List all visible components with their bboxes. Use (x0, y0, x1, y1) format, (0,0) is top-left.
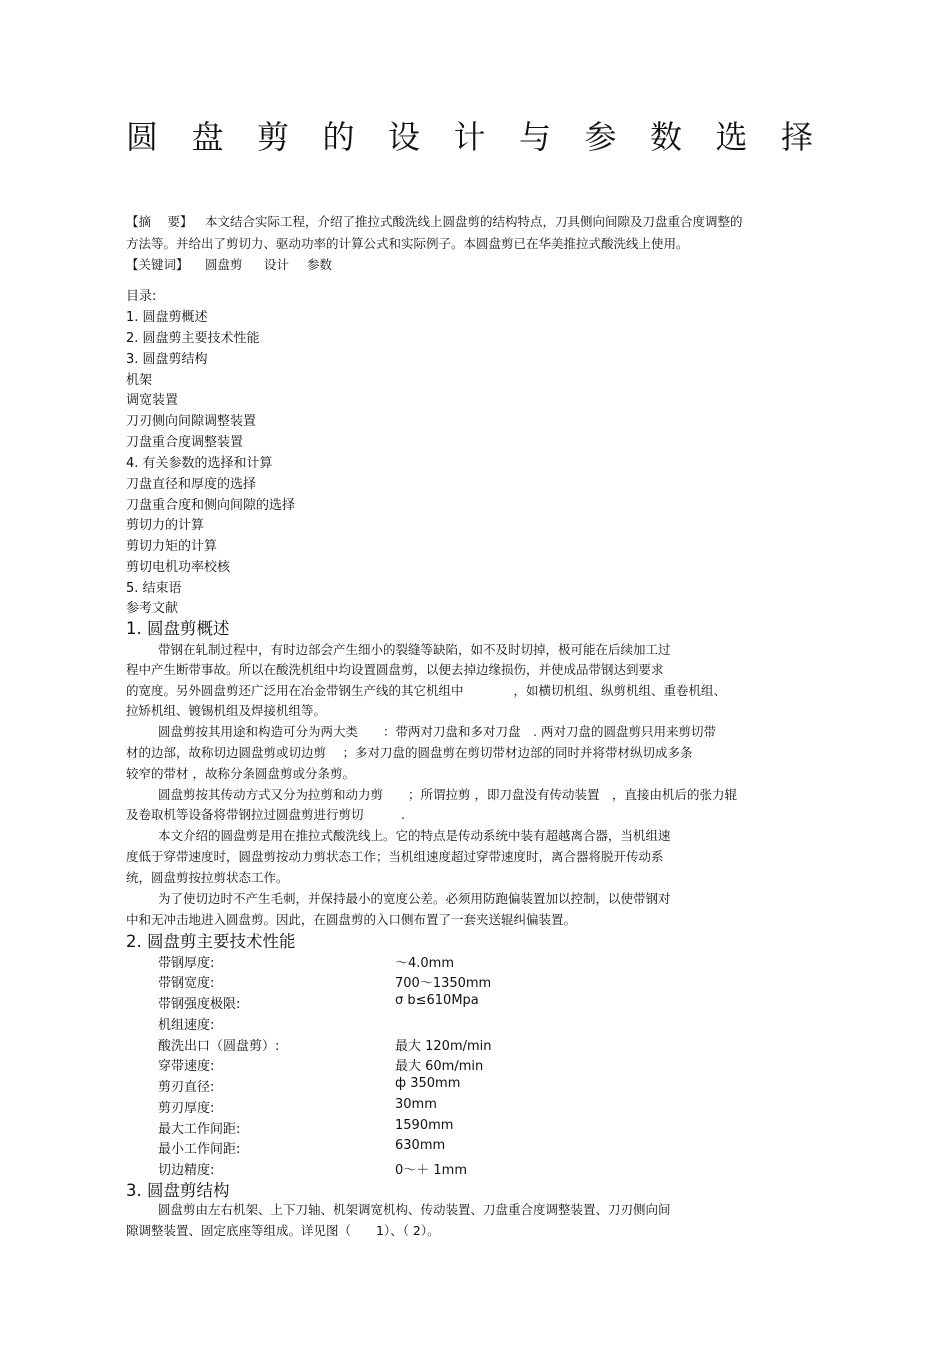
spec-value: ф 350mm (395, 1076, 461, 1091)
spec-label: 最大工作间距: (158, 1122, 241, 1137)
spec-label: 切边精度: (158, 1163, 215, 1178)
paragraph-line: 本文介绍的圆盘剪是用在推拉式酸洗线上。它的特点是传动系统中装有超越离合器，当机组速 (158, 828, 671, 843)
paragraph-line: 拉矫机组、镀锡机组及焊接机组等。 (126, 703, 327, 718)
spec-label: 带钢宽度: (158, 976, 215, 991)
spec-value: 30mm (395, 1097, 437, 1112)
paragraph-line: 为了使切边时不产生毛刺，并保持最小的宽度公差。必须用防跑偏装置加以控制，以使带钢对 (158, 891, 671, 906)
toc-item: 机架 (126, 373, 153, 388)
paragraph-line: 隙调整装置、固定底座等组成。详见图（ 1）、（ 2）。 (126, 1223, 440, 1238)
abstract-line-2: 方法等。并给出了剪切力、驱动功率的计算公式和实际例子。本圆盘剪已在华美推拉式酸洗线上使用。 (126, 236, 689, 251)
paragraph-line: 的宽度。另外圆盘剪还广泛用在冶金带钢生产线的其它机组中 ，如横切机组、纵剪机组、重卷机组、 (126, 683, 727, 698)
paragraph-line: 统，圆盘剪按拉剪状态工作。 (126, 870, 289, 885)
toc-item: 刀盘重合度调整装置 (126, 435, 244, 450)
spec-label: 带钢厚度: (158, 956, 215, 971)
paragraph-line: 较窄的带材 ，故称分条圆盘剪或分条剪。 (126, 766, 355, 781)
document-title: 圆盘剪的设计与参数选择 (126, 118, 847, 156)
toc-item: 1. 圆盘剪概述 (126, 310, 208, 325)
toc-item: 2. 圆盘剪主要技术性能 (126, 331, 260, 346)
spec-value: ～4.0mm (395, 956, 455, 971)
section-1-heading: 1. 圆盘剪概述 (126, 619, 230, 638)
section-3-heading: 3. 圆盘剪结构 (126, 1181, 230, 1200)
toc-item: 剪切力矩的计算 (126, 539, 218, 554)
toc-item: 调宽装置 (126, 393, 179, 408)
spec-value: 最大 60m/min (395, 1059, 484, 1074)
keyword-item: 参数 (307, 257, 333, 272)
abstract-line-1: 本文结合实际工程，介绍了推拉式酸洗线上圆盘剪的结构特点，刀具侧向间隙及刀盘重合度调整的 (205, 214, 743, 229)
toc-item: 刀盘重合度和侧向间隙的选择 (126, 498, 296, 513)
spec-label: 带钢强度极限: (158, 997, 241, 1012)
toc-item: 剪切电机功率校核 (126, 560, 231, 575)
toc-item: 参考文献 (126, 601, 179, 616)
keywords-label: 【关键词】 (126, 257, 189, 272)
spec-value: σ b≤610Mpa (395, 993, 479, 1008)
toc-item: 3. 圆盘剪结构 (126, 352, 208, 367)
toc-item: 4. 有关参数的选择和计算 (126, 456, 273, 471)
paragraph-line: 圆盘剪按其用途和构造可分为两大类 ：带两对刀盘和多对刀盘 . 两对刀盘的圆盘剪只用来剪切带 (158, 724, 716, 739)
spec-label: 酸洗出口（圆盘剪）: (158, 1039, 280, 1054)
paragraph-line: 程中产生断带事故。所以在酸洗机组中均设置圆盘剪，以便去掉边缘损伤，并使成品带钢达到要求 (126, 662, 664, 677)
paragraph-line: 度低于穿带速度时，圆盘剪按动力剪状态工作；当机组速度超过穿带速度时，离合器将脱开传动系 (126, 849, 664, 864)
spec-value: 630mm (395, 1138, 446, 1153)
spec-label: 机组速度: (158, 1018, 215, 1033)
paragraph-line: 圆盘剪由左右机架、上下刀轴、机架调宽机构、传动装置、刀盘重合度调整装置、刀刃侧向间 (158, 1202, 671, 1217)
paragraph-line: 圆盘剪按其传动方式又分为拉剪和动力剪 ；所谓拉剪 ，即刀盘没有传动装置 ，直接由机后的张力辊 (158, 787, 737, 802)
section-2-heading: 2. 圆盘剪主要技术性能 (126, 932, 296, 951)
abstract-label: 【摘 要】 (126, 214, 193, 229)
spec-label: 剪刃厚度: (158, 1101, 215, 1116)
spec-value: 1590mm (395, 1118, 454, 1133)
spec-label: 最小工作间距: (158, 1142, 241, 1157)
keyword-item: 设计 (264, 257, 290, 272)
toc-item: 刀刃侧向间隙调整装置 (126, 414, 257, 429)
spec-label: 穿带速度: (158, 1059, 215, 1074)
toc-item: 刀盘直径和厚度的选择 (126, 477, 257, 492)
paragraph-line: 带钢在轧制过程中，有时边部会产生细小的裂缝等缺陷，如不及时切掉，极可能在后续加工过 (158, 642, 671, 657)
keyword-item: 圆盘剪 (205, 257, 243, 272)
toc-item: 5. 结束语 (126, 581, 182, 596)
toc-heading: 目录: (126, 289, 157, 304)
toc-item: 剪切力的计算 (126, 518, 205, 533)
paragraph-line: 材的边部，故称切边圆盘剪或切边剪 ；多对刀盘的圆盘剪在剪切带材边部的同时并将带材纵切成多条 (126, 745, 693, 760)
paragraph-line: 中和无冲击地进入圆盘剪。因此，在圆盘剪的入口侧布置了一套夹送辊纠偏装置。 (126, 912, 577, 927)
spec-value: 最大 120m/min (395, 1039, 492, 1054)
spec-value: 700～1350mm (395, 976, 492, 991)
spec-label: 剪刃直径: (158, 1080, 215, 1095)
spec-value: 0～＋ 1mm (395, 1163, 468, 1178)
paragraph-line: 及卷取机等设备将带钢拉过圆盘剪进行剪切 . (126, 807, 405, 822)
